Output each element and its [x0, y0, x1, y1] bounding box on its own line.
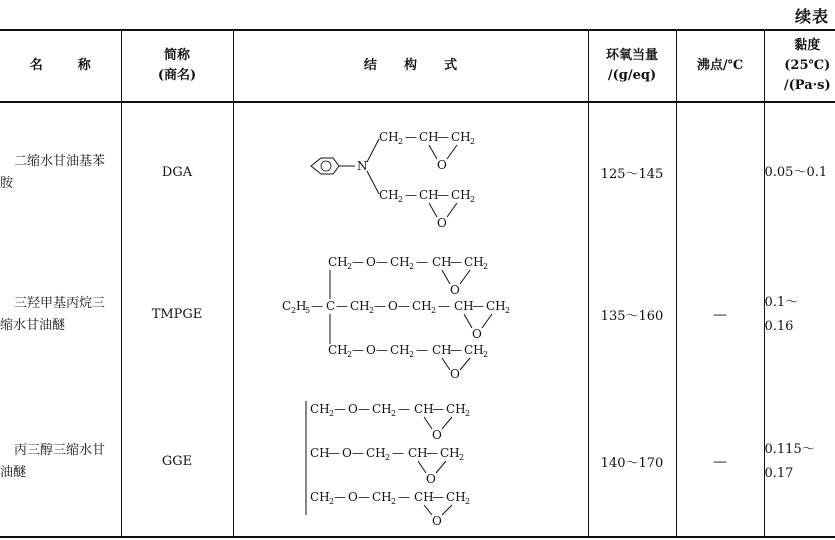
viscosity [764, 387, 835, 537]
header-abbr [121, 30, 233, 102]
bond-dash: — [310, 298, 323, 313]
header-epoxy-line2: /(g/eq) [607, 68, 657, 83]
bond-dash: — [335, 298, 348, 313]
ch2-group: CH [389, 254, 410, 269]
bond-dash: — [436, 129, 449, 144]
header-structure-char3: 式 [444, 58, 458, 73]
subscript-2: 2 [397, 136, 403, 146]
oxygen-atom: O [436, 215, 447, 230]
epoxide-bond [429, 145, 437, 159]
header-boiling: 沸点/℃ [676, 30, 764, 102]
central-carbon-atom: C [325, 298, 335, 313]
subscript-2: 2 [346, 349, 352, 359]
subscript-2: 2 [469, 194, 475, 204]
bond-dash: — [351, 254, 364, 269]
subscript-2: 2 [469, 136, 475, 146]
subscript-2: 2 [430, 305, 436, 315]
epoxide-bond [442, 358, 450, 370]
viscosity-line2: 0.16 [764, 318, 794, 334]
header-viscosity [764, 30, 835, 102]
compound-name-line2: 缩水甘油醚 [0, 317, 66, 333]
compound-abbr: DGA [121, 102, 233, 242]
epoxide-bond [460, 270, 470, 284]
bond-dash: — [404, 129, 417, 144]
ch-group: CH [431, 342, 452, 357]
subscript-2: 2 [346, 261, 352, 271]
bond-dash: — [333, 401, 346, 416]
header-abbr-line1: 简称 [163, 48, 190, 63]
boiling-point: — [676, 242, 764, 387]
epoxide-bond [436, 461, 446, 473]
epoxide-bond [442, 270, 450, 284]
epoxide-bond [418, 461, 426, 473]
ch2-group: CH [445, 401, 466, 416]
ch2-group: CH [450, 129, 471, 144]
compound-abbr: TMPGE [121, 242, 233, 387]
table-row [0, 387, 835, 537]
gge-structure-diagram [296, 395, 526, 525]
viscosity-line2: 0.17 [764, 465, 794, 481]
bond-line [367, 171, 379, 194]
epoxy-equivalent: 125～145 [588, 102, 676, 242]
compound-abbr: GGE [121, 387, 233, 537]
subscript-2: 2 [408, 349, 414, 359]
subscript-2: 2 [504, 305, 510, 315]
ch2-group: CH [378, 129, 399, 144]
table-row [0, 102, 835, 242]
compound-name [0, 102, 121, 242]
header-row [0, 30, 835, 102]
ch-group: CH [309, 445, 330, 460]
ch2-group: CH [371, 489, 392, 504]
bond-dash: — [327, 445, 340, 460]
bond-dash: — [436, 187, 449, 202]
header-epoxy-eq [588, 30, 676, 102]
subscript-2: 2 [390, 408, 396, 418]
epoxide-bond [429, 203, 437, 217]
benzene-inner-ring [321, 161, 331, 171]
ch-group: CH [413, 489, 434, 504]
boiling-point: — [676, 387, 764, 537]
ch2-group: CH [365, 445, 386, 460]
structure-formula [233, 387, 588, 537]
viscosity [764, 242, 835, 387]
header-visc-line1: 黏度 [794, 38, 821, 53]
ch2-group: CH [327, 342, 348, 357]
header-name-char2: 称 [77, 58, 91, 73]
structure-formula [233, 102, 588, 242]
bond-dash: — [471, 298, 484, 313]
oxygen-atom: O [365, 254, 376, 269]
subscript-2: 2 [408, 261, 414, 271]
bond-dash: — [431, 401, 444, 416]
epoxy-diluent-table [0, 29, 835, 538]
oxygen-atom: O [471, 326, 482, 341]
table-row [0, 242, 835, 387]
ch2-group: CH [309, 489, 330, 504]
ch2-group: CH [389, 342, 410, 357]
bond-dash: — [351, 342, 364, 357]
ch2-group: CH [445, 489, 466, 504]
oxygen-atom: O [431, 427, 442, 442]
ch-group: CH [431, 254, 452, 269]
oxygen-atom: O [431, 513, 442, 525]
bond-dash: — [437, 298, 450, 313]
ch2-group: CH [439, 445, 460, 460]
subscript-2: 2 [464, 408, 470, 418]
oxygen-atom: O [347, 489, 358, 504]
oxygen-atom: O [347, 401, 358, 416]
bond-dash: — [415, 342, 428, 357]
subscript-5: 5 [304, 305, 310, 315]
bond-dash: — [415, 254, 428, 269]
epoxide-bond [442, 505, 452, 515]
compound-name-line1: 二缩水甘油基苯 [14, 153, 106, 169]
subscript-2: 2 [390, 496, 396, 506]
bond-dash: — [397, 489, 410, 504]
header-structure-char1: 结 [363, 58, 377, 73]
compound-name-line1: 丙三醇三缩水甘 [14, 442, 106, 458]
compound-name-line1: 三羟甲基丙烷三 [14, 295, 106, 311]
epoxide-bond [447, 203, 457, 217]
ch-group: CH [418, 187, 439, 202]
viscosity-line1: 0.115～ [764, 441, 815, 457]
subscript-2: 2 [328, 496, 334, 506]
tmpge-structure-diagram [276, 248, 546, 378]
ch2-group: CH [411, 298, 432, 313]
epoxide-bond [442, 417, 452, 429]
bond-dash: — [351, 445, 364, 460]
bond-dash: — [449, 342, 462, 357]
epoxy-equivalent: 135～160 [588, 242, 676, 387]
subscript-2: 2 [328, 408, 334, 418]
bond-dash: — [333, 489, 346, 504]
header-abbr-line2: (商名) [157, 68, 197, 83]
continued-label: 续表 [794, 7, 829, 26]
header-structure-char2: 构 [403, 58, 417, 73]
epoxide-bond [424, 417, 432, 429]
bond-dash: — [397, 401, 410, 416]
epoxide-bond [460, 358, 470, 370]
bond-dash: — [391, 445, 404, 460]
header-epoxy-line1: 环氧当量 [605, 48, 658, 63]
oxygen-atom: O [449, 282, 460, 297]
subscript-2: 2 [384, 452, 390, 462]
subscript-2: 2 [290, 305, 296, 315]
ch2-group: CH [349, 298, 370, 313]
subscript-2: 2 [458, 452, 464, 462]
bond-dash: — [397, 298, 410, 313]
bond-line [367, 139, 379, 162]
oxygen-atom: O [341, 445, 352, 460]
epoxide-bond [464, 314, 472, 328]
structure-formula [233, 242, 588, 387]
oxygen-atom: O [387, 298, 398, 313]
ch-group: CH [407, 445, 428, 460]
hydrogen-atom: H [295, 298, 306, 313]
bond-dash: — [375, 342, 388, 357]
header-name-char1: 名 [29, 58, 43, 73]
compound-name-line2: 胺 [0, 175, 14, 191]
bond-dash: — [425, 445, 438, 460]
header-name [0, 30, 121, 102]
ch2-group: CH [371, 401, 392, 416]
bond-dash: — [375, 254, 388, 269]
nitrogen-atom: N [356, 158, 367, 173]
header-visc-line2: (25℃) [784, 58, 831, 73]
ch-group: CH [413, 401, 434, 416]
bond-dash: — [357, 401, 370, 416]
epoxide-bond [424, 505, 432, 515]
header-structure [233, 30, 588, 102]
epoxide-bond [447, 145, 457, 159]
bond-dash: — [449, 254, 462, 269]
compound-name [0, 242, 121, 387]
subscript-2: 2 [397, 194, 403, 204]
ch2-group: CH [309, 401, 330, 416]
benzene-ring [311, 158, 339, 174]
compound-name-line2: 油醚 [0, 464, 27, 480]
bond-dash: — [404, 187, 417, 202]
compound-name [0, 387, 121, 537]
bond-dash: — [357, 489, 370, 504]
epoxy-equivalent: 140～170 [588, 387, 676, 537]
carbon-atom: C [281, 298, 291, 313]
oxygen-atom: O [365, 342, 376, 357]
ch2-group: CH [327, 254, 348, 269]
bond-dash: — [431, 489, 444, 504]
dga-structure-diagram [281, 111, 541, 231]
boiling-point [676, 102, 764, 242]
oxygen-atom: O [449, 366, 460, 378]
ch2-group: CH [378, 187, 399, 202]
ch-group: CH [418, 129, 439, 144]
ch2-group: CH [485, 298, 506, 313]
oxygen-atom: O [436, 157, 447, 172]
header-visc-line3: /(Pa·s) [783, 78, 831, 93]
viscosity-line1: 0.1～ [764, 294, 799, 310]
viscosity [764, 102, 835, 242]
ch-group: CH [453, 298, 474, 313]
bond-dash: — [373, 298, 386, 313]
viscosity-line1: 0.05～0.1 [764, 164, 828, 180]
subscript-2: 2 [368, 305, 374, 315]
subscript-2: 2 [464, 496, 470, 506]
ch2-group: CH [463, 342, 484, 357]
subscript-2: 2 [482, 261, 488, 271]
epoxide-bond [482, 314, 492, 328]
ch2-group: CH [463, 254, 484, 269]
ch2-group: CH [450, 187, 471, 202]
subscript-2: 2 [482, 349, 488, 359]
oxygen-atom: O [425, 471, 436, 486]
